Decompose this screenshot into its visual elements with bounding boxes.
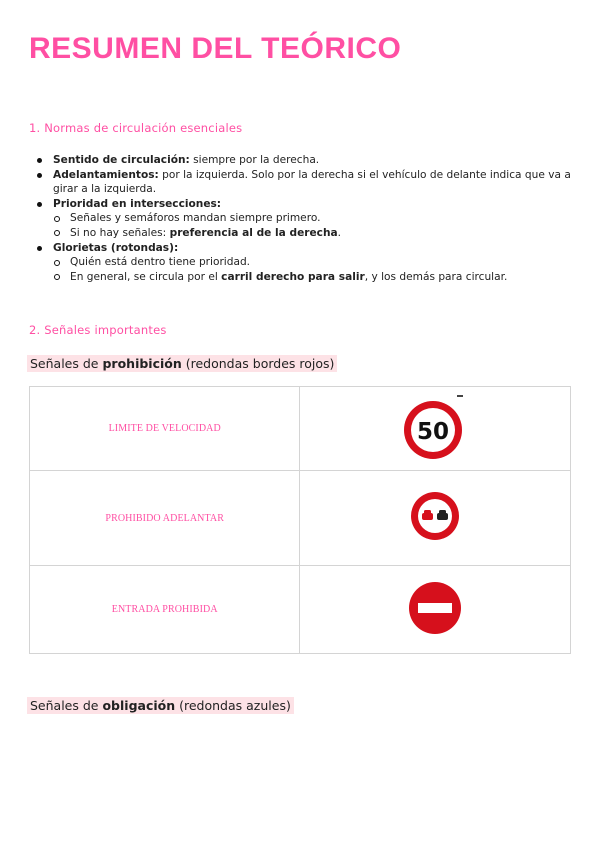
item-label: Prioridad en intersecciones: [53, 197, 222, 210]
table-row [30, 566, 571, 654]
item-text: . [337, 226, 342, 239]
prohibition-heading [27, 355, 337, 372]
sub-list-item [36, 226, 576, 241]
speed-limit-value: 50 [417, 418, 450, 445]
section-heading-rules: 1. Normas de circulación esenciales [29, 121, 243, 135]
no-overtaking-sign-icon [408, 489, 462, 543]
sub-list-item [36, 211, 576, 226]
sign-image-cell [300, 387, 571, 471]
list-item [36, 197, 576, 212]
sub-list-item [36, 255, 576, 270]
item-label: Glorietas (rotondas): [53, 241, 179, 254]
item-text: Si no hay señales: [70, 226, 170, 239]
sign-name: ENTRADA PROHIBIDA [30, 566, 300, 654]
no-entry-sign-icon [407, 580, 463, 636]
sign-image-cell [300, 566, 571, 654]
sign-image-cell [300, 471, 571, 566]
sign-name: PROHIBIDO ADELANTAR [30, 471, 300, 566]
list-item [36, 153, 576, 168]
item-emphasis: carril derecho para salir [221, 270, 365, 283]
item-emphasis: preferencia al de la derecha [169, 226, 338, 239]
list-item [36, 168, 576, 197]
sub-list-item [36, 270, 576, 285]
sign-name: LIMITE DE VELOCIDAD [30, 387, 300, 471]
heading-text: Señales de [30, 356, 103, 371]
heading-text: (redondas azules) [175, 698, 291, 713]
item-label: Sentido de circulación: [53, 154, 190, 166]
item-text: siempre por la derecha. [189, 154, 320, 166]
heading-text: (redondas bordes rojos) [181, 356, 335, 371]
item-text: En general, se circula por el [70, 270, 222, 283]
item-label: Adelantamientos: [53, 168, 159, 181]
item-text: por la izquierda. Solo por la derecha si el vehículo de delante indica que va a girar a la izquierda. [53, 168, 571, 196]
prohibition-signs-table [29, 386, 571, 654]
speed-limit-sign-icon [400, 392, 470, 462]
list-item [36, 241, 576, 256]
obligation-heading [27, 697, 294, 714]
heading-emphasis: prohibición [102, 356, 182, 371]
rules-list [36, 153, 576, 284]
item-text: Quién está dentro tiene prioridad. [70, 256, 251, 269]
page-title: RESUMEN DEL TEÓRICO [29, 32, 402, 65]
item-text: , y los demás para circular. [364, 270, 508, 283]
table-row [30, 471, 571, 566]
item-text: Señales y semáforos mandan siempre primero. [70, 212, 321, 225]
heading-text: Señales de [30, 698, 103, 713]
section-heading-signs: 2. Señales importantes [29, 323, 167, 337]
heading-emphasis: obligación [102, 698, 176, 713]
table-row [30, 387, 571, 471]
